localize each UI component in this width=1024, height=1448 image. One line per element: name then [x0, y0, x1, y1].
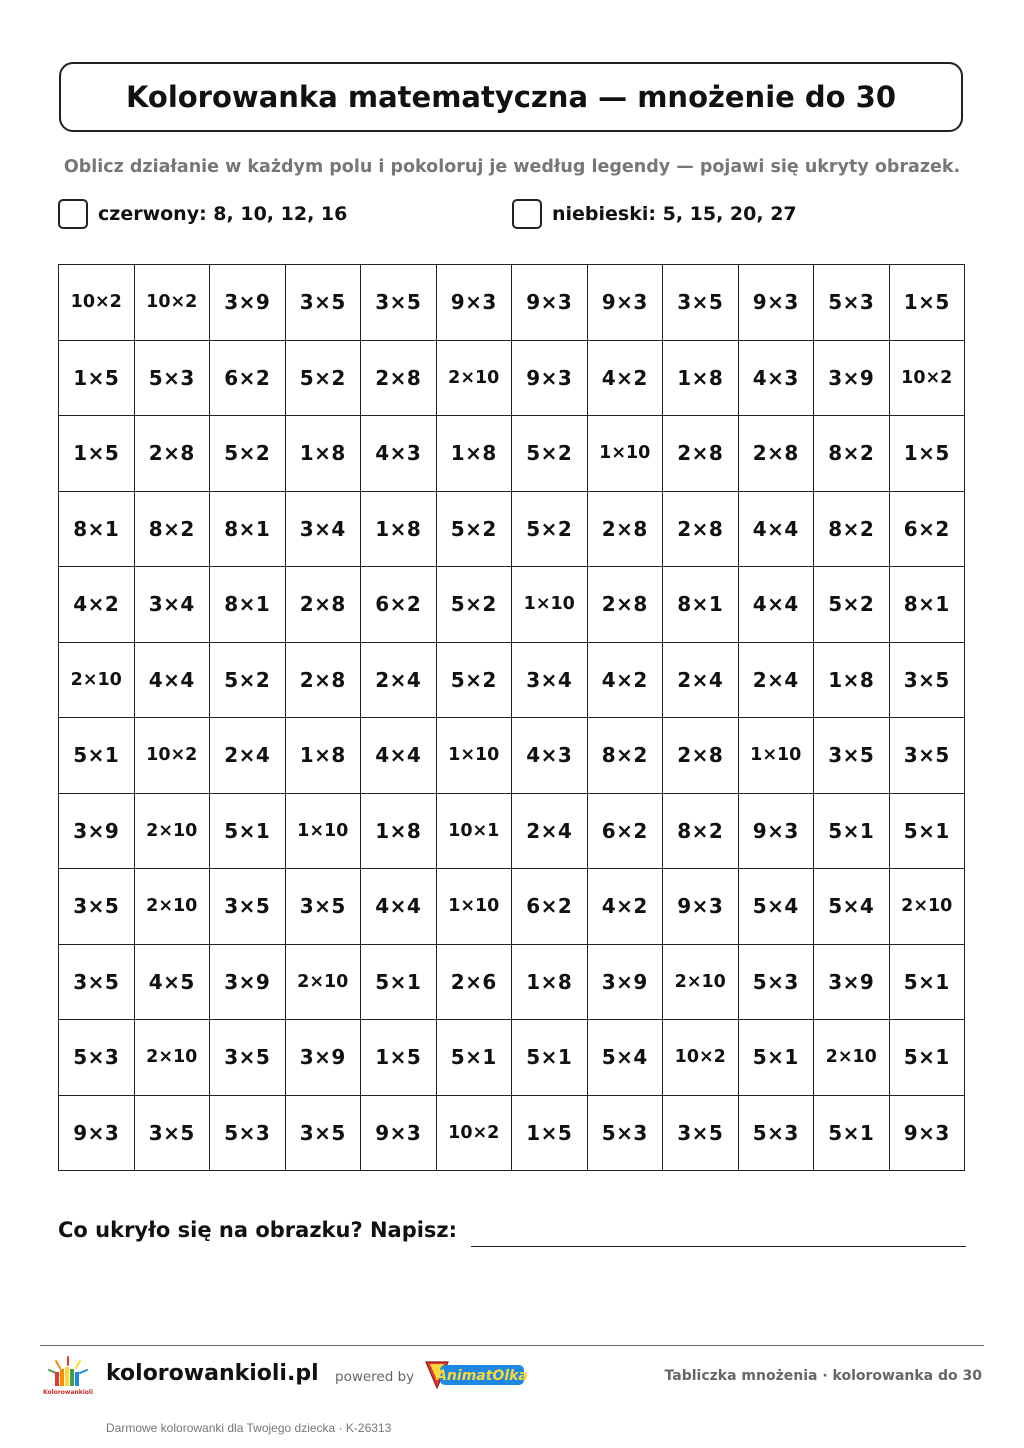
grid-cell[interactable]: 4×3 [512, 718, 588, 794]
legend-item-red [58, 198, 347, 230]
grid-cell[interactable]: 1×10 [286, 794, 362, 870]
grid-cell[interactable]: 8×2 [814, 416, 890, 492]
instruction-text: Oblicz działanie w każdym polu i pokoloruj je według legendy — pojawi się ukryty obrazek. [63, 157, 961, 177]
grid-cell[interactable]: 2×4 [361, 643, 437, 719]
grid-cell[interactable]: 3×4 [512, 643, 588, 719]
grid-cell[interactable]: 9×3 [890, 1096, 966, 1172]
grid-cell[interactable]: 8×2 [588, 718, 664, 794]
grid-cell[interactable]: 3×5 [890, 643, 966, 719]
grid-cell[interactable]: 5×2 [286, 341, 362, 417]
grid-cell[interactable]: 5×1 [890, 794, 966, 870]
grid-cell[interactable]: 9×3 [59, 1096, 135, 1172]
grid-cell[interactable]: 5×1 [437, 1020, 513, 1096]
grid-cell[interactable]: 2×10 [437, 341, 513, 417]
grid-cell[interactable]: 2×10 [890, 869, 966, 945]
grid-cell[interactable]: 2×10 [59, 643, 135, 719]
grid-cell[interactable]: 5×3 [59, 1020, 135, 1096]
grid-cell[interactable]: 3×5 [890, 718, 966, 794]
grid-cell[interactable]: 1×8 [512, 945, 588, 1021]
grid-cell[interactable]: 2×4 [210, 718, 286, 794]
grid-cell[interactable]: 5×1 [890, 1020, 966, 1096]
grid-cell[interactable]: 8×1 [210, 492, 286, 568]
grid-cell[interactable]: 1×5 [59, 341, 135, 417]
grid-cell[interactable]: 2×10 [663, 945, 739, 1021]
grid-cell[interactable]: 1×8 [437, 416, 513, 492]
grid-cell[interactable]: 8×1 [890, 567, 966, 643]
site-logo-text: Kolorowankioli [42, 1389, 94, 1396]
powered-by-label: powered by [335, 1369, 415, 1385]
grid-cell[interactable]: 2×10 [814, 1020, 890, 1096]
grid-cell[interactable]: 4×2 [588, 869, 664, 945]
grid-cell[interactable]: 1×8 [814, 643, 890, 719]
grid-cell[interactable]: 5×2 [437, 492, 513, 568]
grid-cell[interactable]: 2×10 [135, 869, 211, 945]
footer-tagline: Darmowe kolorowanki dla Twojego dziecka · K-26313 [106, 1421, 392, 1435]
grid-cell[interactable]: 9×3 [739, 794, 815, 870]
grid-cell[interactable]: 8×1 [663, 567, 739, 643]
grid-cell[interactable]: 5×3 [588, 1096, 664, 1172]
grid-cell[interactable]: 3×9 [286, 1020, 362, 1096]
grid-cell[interactable]: 2×8 [286, 567, 362, 643]
grid-cell[interactable]: 6×2 [361, 567, 437, 643]
grid-cell[interactable]: 4×2 [588, 643, 664, 719]
grid-cell[interactable]: 6×2 [588, 794, 664, 870]
grid-cell[interactable]: 5×2 [210, 416, 286, 492]
grid-cell[interactable]: 5×3 [739, 945, 815, 1021]
legend-label-blue: niebieski: 5, 15, 20, 27 [552, 203, 797, 225]
grid-cell[interactable]: 3×5 [663, 1096, 739, 1172]
grid-cell[interactable]: 1×8 [286, 718, 362, 794]
grid-cell[interactable]: 4×3 [739, 341, 815, 417]
grid-cell[interactable]: 1×8 [663, 341, 739, 417]
grid-cell[interactable]: 8×2 [663, 794, 739, 870]
grid-cell[interactable]: 3×5 [286, 265, 362, 341]
grid-cell[interactable]: 3×5 [286, 1096, 362, 1172]
grid-cell[interactable]: 2×8 [135, 416, 211, 492]
grid-cell[interactable]: 5×4 [814, 869, 890, 945]
grid-cell[interactable]: 5×2 [437, 567, 513, 643]
grid-cell[interactable]: 2×8 [588, 567, 664, 643]
grid-cell[interactable]: 4×4 [739, 492, 815, 568]
grid-cell[interactable]: 8×1 [59, 492, 135, 568]
grid-cell[interactable]: 1×8 [361, 794, 437, 870]
grid-cell[interactable]: 5×1 [210, 794, 286, 870]
grid-cell[interactable]: 5×2 [437, 643, 513, 719]
grid-cell[interactable]: 6×2 [890, 492, 966, 568]
grid-cell[interactable]: 2×10 [286, 945, 362, 1021]
grid-cell[interactable]: 1×8 [286, 416, 362, 492]
grid-cell[interactable]: 3×9 [210, 945, 286, 1021]
grid-cell[interactable]: 6×2 [210, 341, 286, 417]
footer-category-text: Tabliczka mnożenia · kolorowanka do 30 [664, 1368, 982, 1384]
legend-checkbox-red[interactable] [58, 199, 88, 229]
site-name[interactable]: kolorowankioli.pl [106, 1361, 319, 1386]
grid-cell[interactable]: 1×8 [361, 492, 437, 568]
grid-cell[interactable]: 4×5 [135, 945, 211, 1021]
grid-cell[interactable]: 5×4 [739, 869, 815, 945]
grid-cell[interactable]: 9×3 [663, 869, 739, 945]
grid-cell[interactable]: 9×3 [739, 265, 815, 341]
grid-cell[interactable]: 5×1 [512, 1020, 588, 1096]
footer-divider [40, 1345, 984, 1346]
grid-cell[interactable]: 1×5 [890, 416, 966, 492]
grid-cell[interactable]: 9×3 [588, 265, 664, 341]
multiplication-grid [58, 264, 965, 1171]
grid-cell[interactable]: 10×1 [437, 794, 513, 870]
grid-cell[interactable]: 4×2 [59, 567, 135, 643]
partner-logo-text: AnimatOlka [436, 1368, 528, 1384]
grid-cell[interactable]: 1×10 [739, 718, 815, 794]
grid-cell[interactable]: 10×2 [135, 265, 211, 341]
grid-cell[interactable]: 3×5 [663, 265, 739, 341]
grid-cell[interactable]: 4×4 [361, 718, 437, 794]
grid-cell[interactable]: 9×3 [361, 1096, 437, 1172]
grid-cell[interactable]: 2×8 [361, 341, 437, 417]
question-prompt: Co ukryło się na obrazku? Napisz: [58, 1218, 458, 1242]
grid-cell[interactable]: 3×9 [588, 945, 664, 1021]
grid-cell[interactable]: 6×2 [512, 869, 588, 945]
grid-cell[interactable]: 5×3 [739, 1096, 815, 1172]
grid-cell[interactable]: 3×4 [135, 567, 211, 643]
grid-cell[interactable]: 2×4 [512, 794, 588, 870]
grid-cell[interactable]: 2×10 [135, 1020, 211, 1096]
grid-cell[interactable]: 5×2 [210, 643, 286, 719]
grid-cell[interactable]: 3×5 [59, 869, 135, 945]
grid-cell[interactable]: 4×4 [361, 869, 437, 945]
grid-cell[interactable]: 5×1 [890, 945, 966, 1021]
grid-cell[interactable]: 1×5 [361, 1020, 437, 1096]
grid-cell[interactable]: 5×1 [361, 945, 437, 1021]
grid-cell[interactable]: 8×2 [814, 492, 890, 568]
grid-cell[interactable]: 5×1 [59, 718, 135, 794]
grid-cell[interactable]: 5×3 [135, 341, 211, 417]
grid-cell[interactable]: 2×8 [739, 416, 815, 492]
grid-cell[interactable]: 1×10 [588, 416, 664, 492]
legend-checkbox-blue[interactable] [512, 199, 542, 229]
grid-cell[interactable]: 9×3 [437, 265, 513, 341]
grid-cell[interactable]: 2×10 [135, 794, 211, 870]
grid-cell[interactable]: 5×1 [814, 1096, 890, 1172]
grid-cell[interactable]: 5×3 [210, 1096, 286, 1172]
grid-cell[interactable]: 2×8 [663, 492, 739, 568]
grid-cell[interactable]: 3×5 [210, 1020, 286, 1096]
grid-cell[interactable]: 3×5 [361, 265, 437, 341]
grid-cell[interactable]: 5×2 [814, 567, 890, 643]
legend-item-blue [512, 198, 797, 230]
grid-cell[interactable]: 3×9 [814, 945, 890, 1021]
answer-line[interactable] [471, 1246, 966, 1247]
grid-cell[interactable]: 8×2 [135, 492, 211, 568]
grid-cell[interactable]: 4×4 [135, 643, 211, 719]
grid-cell[interactable]: 2×8 [663, 718, 739, 794]
grid-cell[interactable]: 1×10 [512, 567, 588, 643]
grid-cell[interactable]: 1×5 [59, 416, 135, 492]
site-logo-icon [42, 1354, 94, 1398]
grid-cell[interactable]: 10×2 [890, 341, 966, 417]
grid-cell[interactable]: 3×5 [210, 869, 286, 945]
grid-cell[interactable]: 5×1 [739, 1020, 815, 1096]
partner-logo-icon[interactable] [424, 1358, 526, 1392]
legend-label-red: czerwony: 8, 10, 12, 16 [98, 203, 348, 225]
grid-cell[interactable]: 5×2 [512, 416, 588, 492]
grid-cell[interactable]: 4×4 [739, 567, 815, 643]
grid-cell[interactable]: 3×4 [286, 492, 362, 568]
grid-cell[interactable]: 3×9 [814, 341, 890, 417]
grid-cell[interactable]: 2×6 [437, 945, 513, 1021]
grid-cell[interactable]: 2×4 [663, 643, 739, 719]
grid-cell[interactable]: 1×10 [437, 718, 513, 794]
page-title: Kolorowanka matematyczna — mnożenie do 30 [59, 62, 963, 132]
grid-cell[interactable]: 2×8 [663, 416, 739, 492]
grid-cell[interactable]: 1×5 [890, 265, 966, 341]
grid-cell[interactable]: 5×1 [814, 794, 890, 870]
grid-cell[interactable]: 10×2 [135, 718, 211, 794]
grid-cell[interactable]: 9×3 [512, 341, 588, 417]
grid-cell[interactable]: 3×9 [210, 265, 286, 341]
grid-cell[interactable]: 10×2 [663, 1020, 739, 1096]
grid-cell[interactable]: 4×2 [588, 341, 664, 417]
grid-cell[interactable]: 5×4 [588, 1020, 664, 1096]
grid-cell[interactable]: 2×8 [286, 643, 362, 719]
grid-cell[interactable]: 3×5 [135, 1096, 211, 1172]
grid-cell[interactable]: 1×10 [437, 869, 513, 945]
grid-cell[interactable]: 2×8 [588, 492, 664, 568]
grid-cell[interactable]: 3×5 [286, 869, 362, 945]
grid-cell[interactable]: 10×2 [59, 265, 135, 341]
grid-cell[interactable]: 3×5 [814, 718, 890, 794]
grid-cell[interactable]: 5×3 [814, 265, 890, 341]
grid-cell[interactable]: 8×1 [210, 567, 286, 643]
grid-cell[interactable]: 10×2 [437, 1096, 513, 1172]
grid-cell[interactable]: 2×4 [739, 643, 815, 719]
grid-cell[interactable]: 4×3 [361, 416, 437, 492]
grid-cell[interactable]: 9×3 [512, 265, 588, 341]
grid-cell[interactable]: 5×2 [512, 492, 588, 568]
grid-cell[interactable]: 3×5 [59, 945, 135, 1021]
grid-cell[interactable]: 3×9 [59, 794, 135, 870]
grid-cell[interactable]: 1×5 [512, 1096, 588, 1172]
